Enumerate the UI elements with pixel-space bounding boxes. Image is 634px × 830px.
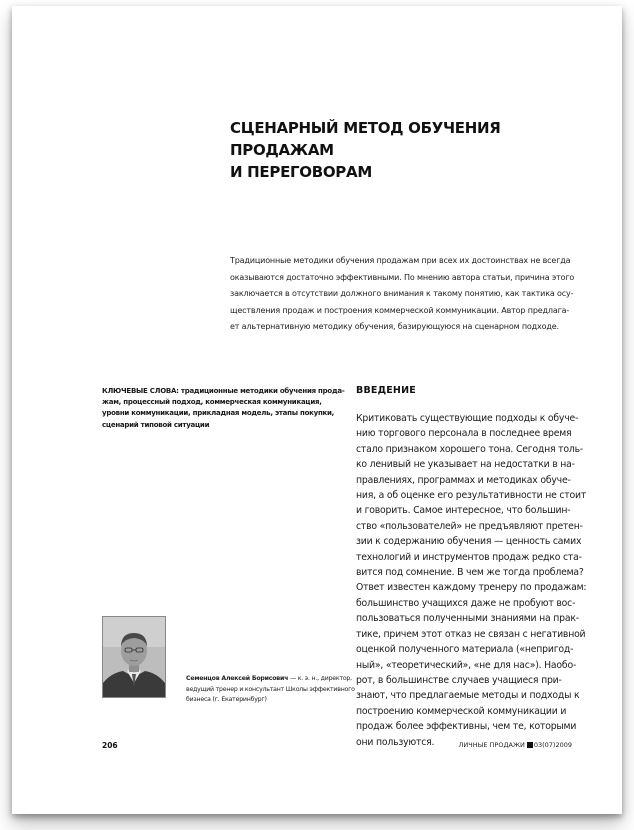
keywords-line: уровни коммуникации, прикладная модель, этапы покупки, xyxy=(102,409,335,418)
lead-line: Традиционные методики обучения продажам при всех их достоинствах не всегда xyxy=(230,256,571,265)
body-line: зии к содержанию обучения — ценность самих xyxy=(356,536,582,548)
body-line: построению коммерческой коммуникации и xyxy=(356,705,567,717)
keywords-line: КЛЮЧЕВЫЕ СЛОВА: традиционные методики обучения прода- xyxy=(102,387,345,395)
author-title: — к. э. н., директор, xyxy=(288,675,352,682)
body-line: вится под сомнение. В чем же тогда проблема? xyxy=(356,567,584,579)
author-info xyxy=(186,674,355,706)
body-line: продаж более эффективны, чем те, которыми xyxy=(356,721,577,733)
body-line: ко ленивый не указывает на недостатки в на- xyxy=(356,459,575,471)
body-line: стало признаком хорошего тона. Сегодня толь- xyxy=(356,443,584,455)
author-portrait-icon xyxy=(103,617,165,697)
keywords-block xyxy=(102,386,345,431)
journal-issue: 03(07)2009 xyxy=(533,741,572,749)
keywords-line: сценарий типовой ситуации xyxy=(102,420,210,429)
page-number: 206 xyxy=(102,741,118,750)
magazine-page xyxy=(12,6,622,814)
author-line xyxy=(186,674,352,685)
author-line: ведущий тренер и консультант Школы эффективного xyxy=(186,685,355,693)
body-line: рот, в большинстве случаев учащиеся при- xyxy=(356,674,562,686)
body-line: Ответ известен каждому тренеру по продажам: xyxy=(356,582,587,594)
author-name: Семенцов Алексей Борисович xyxy=(186,675,289,682)
body-line: знают, что предлагаемые методы и подходы к xyxy=(356,690,580,702)
body-line: ство «пользователей» не предъявляют претен- xyxy=(356,520,583,532)
title-line: И ПЕРЕГОВОРАМ xyxy=(230,163,372,181)
footer-journal xyxy=(459,741,572,749)
lead-line: ет альтернативную методику обучения, базирующуюся на сценарном подходе. xyxy=(230,322,559,332)
body-line: нию торгового персонала в последнее время xyxy=(356,428,572,440)
body-line: ния, а об оценке его результативности не стоит xyxy=(356,490,587,502)
section-heading: ВВЕДЕНИЕ xyxy=(356,385,416,396)
article-title xyxy=(230,117,590,183)
article-lead xyxy=(230,253,596,336)
body-line: технологий и инструментов продаж редко ста- xyxy=(356,551,582,563)
lead-line: заключается в отсутствии должного внимания к такому понятию, как тактика осу- xyxy=(230,289,574,299)
lead-line: оказываются достаточно эффективными. По мнению автора статьи, причина этого xyxy=(230,272,575,282)
body-line: большинство учащихся даже не пробуют вос- xyxy=(356,597,576,609)
body-text xyxy=(356,411,596,750)
body-line: и говорить. Самое интересное, что большин- xyxy=(356,505,571,517)
body-line: пользоваться полученными знаниями на прак- xyxy=(356,613,579,625)
body-line: правлениях, программах и методиках обуче- xyxy=(356,474,571,486)
title-line: СЦЕНАРНЫЙ МЕТОД ОБУЧЕНИЯ ПРОДАЖАМ xyxy=(230,119,501,159)
body-line: Критиковать существующие подходы к обуче- xyxy=(356,413,579,424)
body-line: оценкой полученного материала («непригод- xyxy=(356,644,574,656)
square-bullet-icon xyxy=(527,742,533,748)
author-line: бизнеса (г. Екатеринбург) xyxy=(186,696,267,703)
keywords-line: жам, процессный подход, коммерческая коммуникация, xyxy=(102,398,322,407)
journal-name: ЛИЧНЫЕ ПРОДАЖИ xyxy=(458,741,525,749)
body-line: тике, причем этот отказ не связан с негативной xyxy=(356,628,586,640)
lead-line: ществления продаж и построения коммерческой коммуникации. Автор предлага- xyxy=(230,305,570,315)
body-line: они пользуются. xyxy=(356,736,435,748)
body-line: ный», «теоретический», «не для нас»). Наобо- xyxy=(356,659,577,671)
author-photo xyxy=(102,616,166,698)
